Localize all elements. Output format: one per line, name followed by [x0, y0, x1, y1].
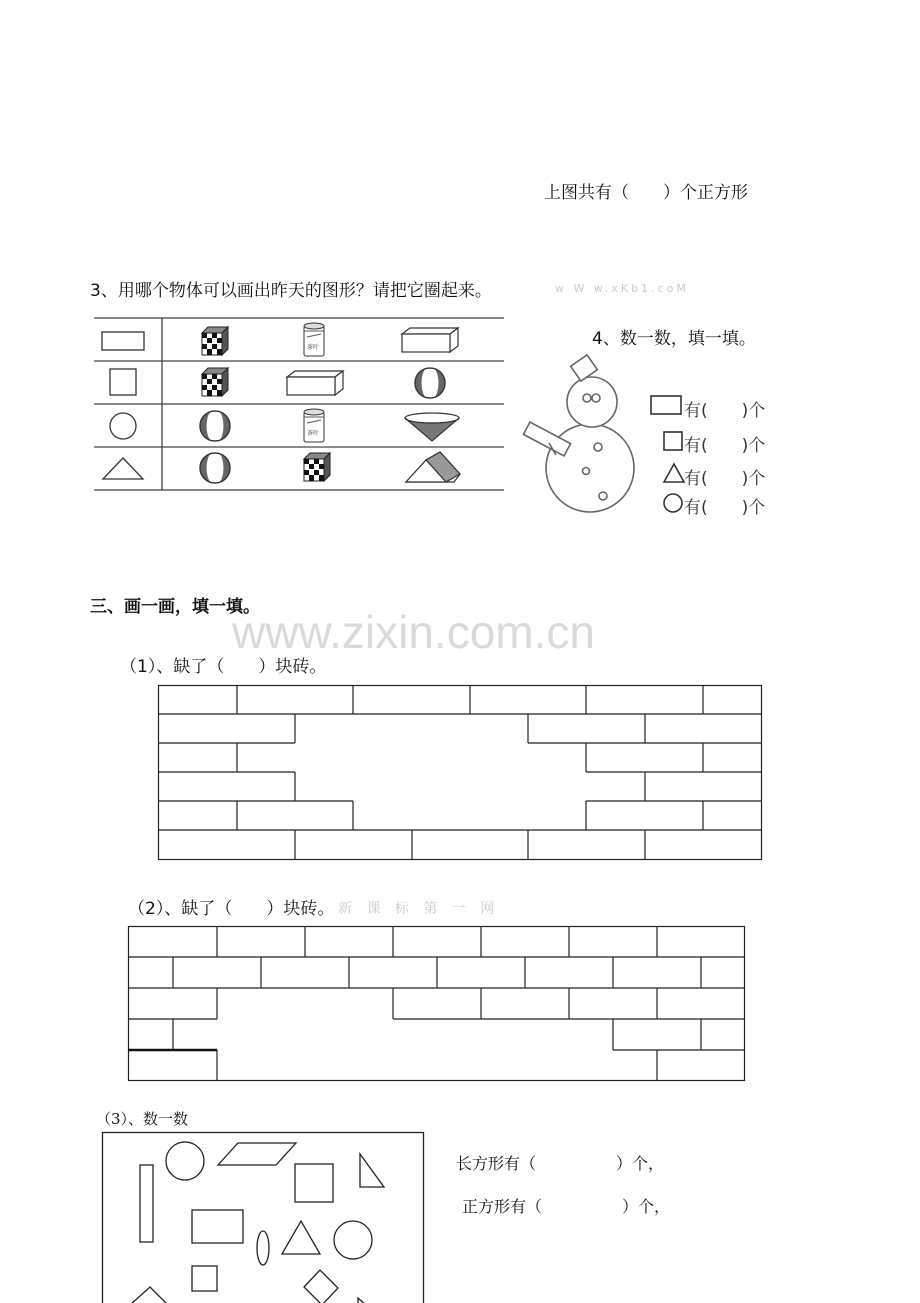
p1-label: （1）、缺了（ ）块砖。: [120, 657, 327, 677]
triangle-shape: [282, 1221, 320, 1254]
p2-label: （2）、缺了（ ）块砖。: [128, 899, 335, 919]
square-count-answer: 正方形有（ ）个，: [462, 1197, 671, 1216]
parallelogram-shape: [218, 1143, 296, 1165]
section3-title: 三、画一画，填一填。: [90, 597, 260, 617]
circle-shape: [166, 1142, 204, 1180]
square-shape: [192, 1266, 217, 1291]
square-shape: [295, 1164, 333, 1202]
circle-shape: [334, 1221, 372, 1259]
q4-circle-count: 有( )个: [684, 498, 766, 518]
q4-triangle-count: 有( )个: [684, 469, 766, 489]
p2-watermark: 新 课 标 第 一 网: [338, 901, 500, 917]
rectangle-count-answer: 长方形有（ ）个，: [456, 1154, 665, 1173]
ellipse-shape: [257, 1231, 269, 1265]
triangle-shape: [130, 1287, 168, 1303]
q4-title: 4、数一数，填一填。: [592, 329, 756, 349]
q3-title: 3、用哪个物体可以画出昨天的图形？请把它圈起来。: [90, 281, 492, 301]
rectangle-shape: [140, 1165, 153, 1242]
q3-watermark: w W w.xKb1.coM: [555, 282, 689, 295]
triangle-shape: [358, 1298, 366, 1303]
q4-square-count: 有( )个: [684, 436, 766, 456]
q4-rectangle-count: 有( )个: [684, 401, 766, 421]
rectangle-shape: [192, 1210, 243, 1243]
p3-label: （3）、数一数: [96, 1110, 189, 1128]
tea-can-label: 茶叶: [307, 430, 320, 437]
square-count-question: 上图共有（ ）个正方形: [544, 183, 748, 203]
right-triangle-shape: [360, 1154, 384, 1187]
site-watermark: www.zixin.com.cn: [232, 606, 595, 658]
tea-can-label: 茶叶: [307, 344, 320, 351]
diamond-shape: [304, 1270, 338, 1303]
